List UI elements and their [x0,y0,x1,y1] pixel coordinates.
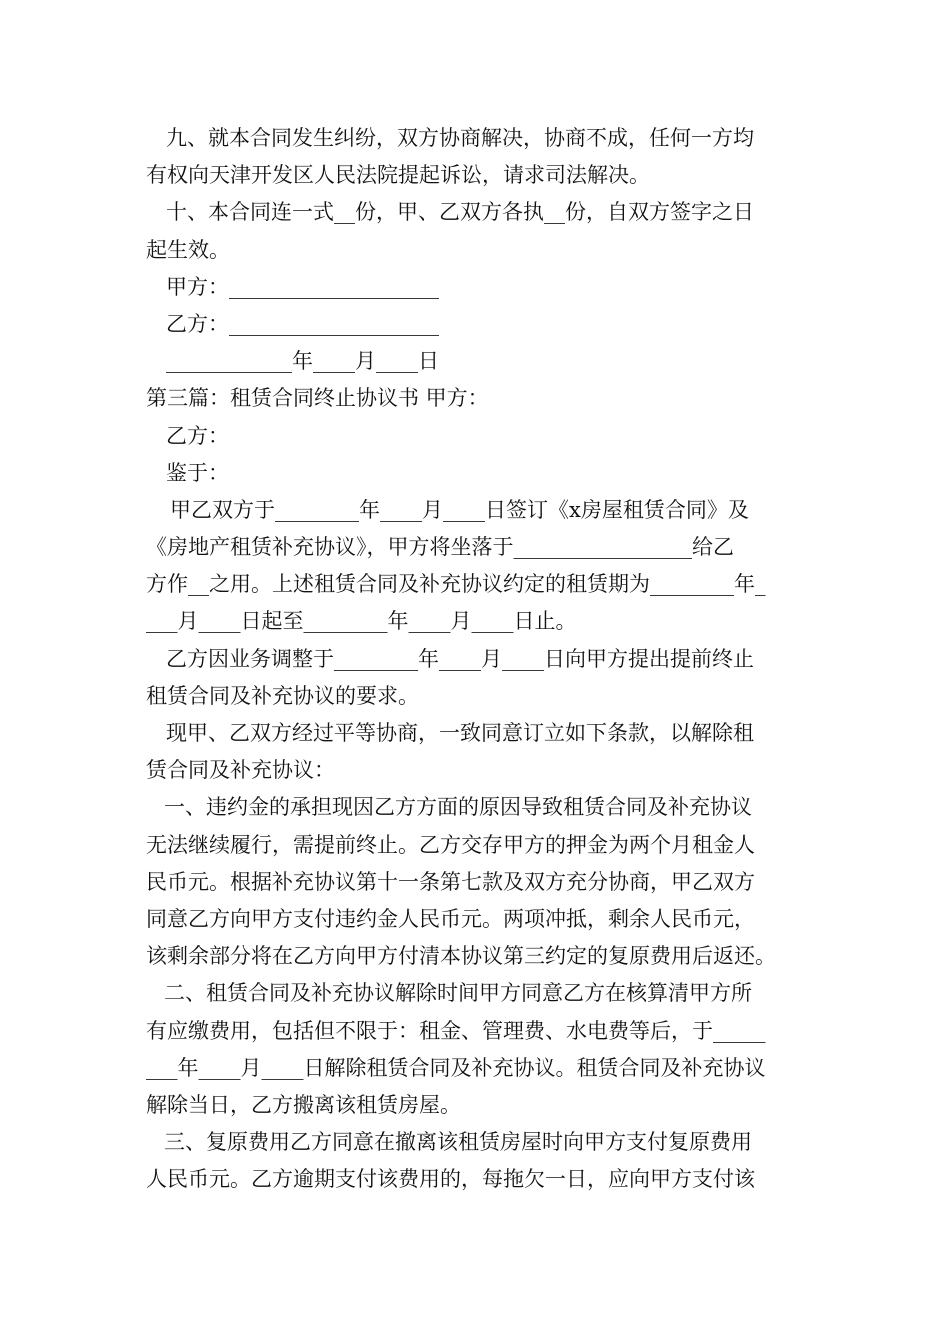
text-line: 同意乙方向甲方支付违约金人民币元。两项冲抵，剩余人民币元， [146,906,755,931]
text-line: 《房地产租赁补充协议》，甲方将坐落于_________________给乙 [146,535,734,560]
text-line: 乙方： [166,423,229,448]
text-line: 有权向天津开发区人民法院提起诉讼，请求司法解决。 [146,163,650,188]
text-line: 起生效。 [146,237,230,262]
text-line: 民币元。根据补充协议第十一条第七款及双方充分协商，甲乙双方 [146,869,755,894]
text-line: 鉴于： [166,460,229,485]
text-line: 甲乙双方于________年____月____日签订《x房屋租赁合同》及 [170,497,749,522]
text-line: 方作__之用。上述租赁合同及补充协议约定的租赁期为________年_ [146,572,766,597]
text-line: 赁合同及补充协议： [146,758,335,783]
date-line: ____________年____月____日 [166,349,439,374]
text-line: 该剩余部分将在乙方向甲方付清本协议第三约定的复原费用后返还。 [146,944,776,969]
text-line: 租赁合同及补充协议的要求。 [146,683,419,708]
signature-line-party-a: 甲方：____________________ [166,274,439,299]
text-line: 有应缴费用，包括但不限于：租金、管理费、水电费等后，于_____ [146,1018,766,1043]
text-line: 解除当日，乙方搬离该租赁房屋。 [146,1092,461,1117]
text-line: 十、本合同连一式__份，甲、乙双方各执__份，自双方签字之日 [166,200,754,225]
signature-line-party-b: 乙方：____________________ [166,311,439,336]
document-page [146,120,808,1198]
text-line: ___月____日起至________年____月____日止。 [146,609,577,634]
section-heading: 第三篇：租赁合同终止协议书 甲方： [146,386,489,411]
text-line: 乙方因业务调整于________年____月____日向甲方提出提前终止 [166,646,754,671]
text-line: 无法继续履行，需提前终止。乙方交存甲方的押金为两个月租金人 [146,832,755,857]
text-line: 二、租赁合同及补充协议解除时间甲方同意乙方在核算清甲方所 [164,981,752,1006]
text-line: 现甲、乙双方经过平等协商，一致同意订立如下条款，以解除租 [166,721,754,745]
text-line: 人民币元。乙方逾期支付该费用的，每拖欠一日，应向甲方支付该 [146,1167,755,1192]
text-line: ___年____月____日解除租赁合同及补充协议。租赁合同及补充协议 [146,1055,766,1080]
text-line: 三、复原费用乙方同意在撤离该租赁房屋时向甲方支付复原费用 [164,1130,752,1155]
text-line: 九、就本合同发生纠纷，双方协商解决，协商不成，任何一方均 [166,126,754,150]
text-line: 一、违约金的承担现因乙方方面的原因导致租赁合同及补充协议 [164,795,752,820]
